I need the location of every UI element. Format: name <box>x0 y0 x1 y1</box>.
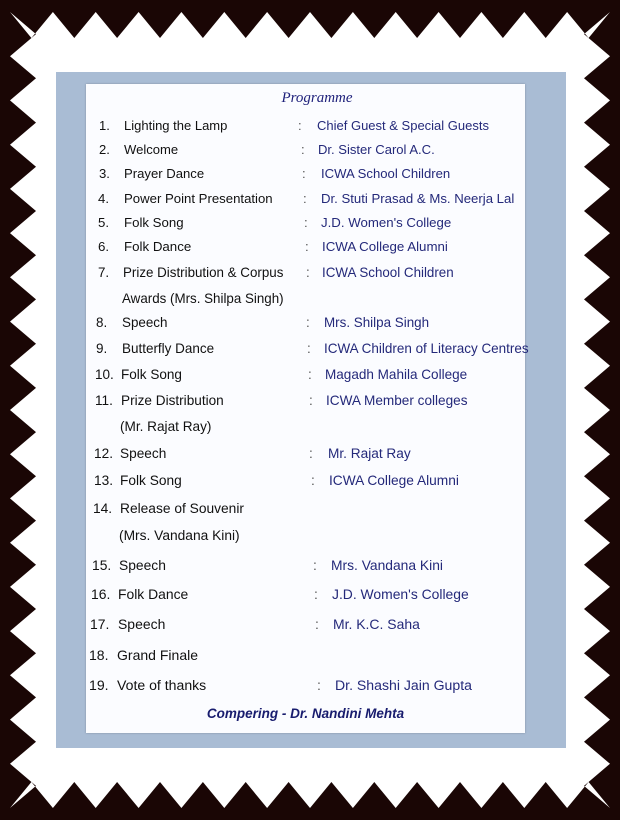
item-event: Welcome <box>124 142 179 157</box>
item-event: Speech <box>120 446 167 461</box>
item-performer: ICWA School Children <box>322 265 454 280</box>
item-number: 14. <box>93 501 113 516</box>
item-number: 3. <box>99 166 110 181</box>
item-event: Butterfly Dance <box>122 341 215 356</box>
item-number: 6. <box>98 239 110 254</box>
item-separator: : <box>317 677 321 693</box>
item-separator: : <box>307 341 311 356</box>
item-separator: : <box>309 393 313 408</box>
item-number: 19. <box>89 677 109 693</box>
programme-sheet <box>86 84 525 733</box>
item-event-line2: Awards (Mrs. Shilpa Singh) <box>122 291 284 306</box>
item-performer: Dr. Shashi Jain Gupta <box>335 677 472 693</box>
item-number: 11. <box>95 393 113 408</box>
item-number: 1. <box>99 118 110 133</box>
item-event: Folk Dance <box>118 586 189 602</box>
item-event: Folk Song <box>121 367 182 382</box>
item-event-line2: (Mrs. Vandana Kini) <box>119 528 240 543</box>
item-performer: J.D. Women's College <box>321 215 452 230</box>
item-separator: : <box>301 142 305 157</box>
item-performer: Dr. Sister Carol A.C. <box>318 142 435 157</box>
item-event: Power Point Presentation <box>124 191 273 206</box>
page-title: Programme <box>281 90 353 106</box>
item-event: Prayer Dance <box>124 166 205 181</box>
item-number: 4. <box>98 191 109 206</box>
item-number: 15. <box>92 557 112 573</box>
item-event: Folk Dance <box>124 239 192 254</box>
item-separator: : <box>311 473 315 488</box>
item-separator: : <box>304 215 308 230</box>
item-separator: : <box>315 616 319 632</box>
item-performer: Mr. Rajat Ray <box>328 446 411 461</box>
item-number: 16. <box>91 586 111 602</box>
compere-credit: Compering - Dr. Nandini Mehta <box>206 706 405 721</box>
item-performer: Magadh Mahila College <box>325 367 468 382</box>
item-separator: : <box>305 239 309 254</box>
item-event: Vote of thanks <box>117 677 207 693</box>
item-separator: : <box>298 118 302 133</box>
item-performer: ICWA College Alumni <box>322 239 448 254</box>
item-event: Prize Distribution & Corpus <box>123 265 284 280</box>
item-event: Release of Souvenir <box>120 501 244 516</box>
item-performer: ICWA School Children <box>321 166 451 181</box>
item-performer: Dr. Stuti Prasad & Ms. Neerja Lal <box>321 191 515 206</box>
item-number: 7. <box>98 265 110 280</box>
item-separator: : <box>308 367 312 382</box>
item-event: Prize Distribution <box>121 393 224 408</box>
item-performer: Chief Guest & Special Guests <box>317 118 489 133</box>
item-number: 17. <box>90 616 110 632</box>
item-event: Speech <box>119 557 166 573</box>
item-separator: : <box>314 586 318 602</box>
item-event: Lighting the Lamp <box>124 118 228 133</box>
item-performer: Mr. K.C. Saha <box>333 616 420 632</box>
item-number: 18. <box>89 647 109 663</box>
item-separator: : <box>303 191 307 206</box>
item-number: 9. <box>96 341 108 356</box>
item-number: 13. <box>94 473 114 488</box>
item-number: 8. <box>96 315 108 330</box>
item-event: Speech <box>122 315 168 330</box>
item-event: Folk Song <box>120 473 182 488</box>
item-separator: : <box>309 446 313 461</box>
item-event: Grand Finale <box>117 647 199 663</box>
item-event-line2: (Mr. Rajat Ray) <box>120 419 212 434</box>
item-number: 2. <box>99 142 110 157</box>
item-separator: : <box>306 315 310 330</box>
item-performer: Mrs. Shilpa Singh <box>324 315 430 330</box>
item-performer: J.D. Women's College <box>332 586 469 602</box>
item-performer: ICWA College Alumni <box>329 473 459 488</box>
item-event: Folk Song <box>124 215 184 230</box>
item-number: 5. <box>98 215 110 230</box>
item-number: 12. <box>94 446 113 461</box>
item-performer: Mrs. Vandana Kini <box>331 557 443 573</box>
item-event: Speech <box>118 616 166 632</box>
item-performer: ICWA Children of Literacy Centres <box>324 341 529 356</box>
item-performer: ICWA Member colleges <box>326 393 468 408</box>
item-number: 10. <box>95 367 114 382</box>
item-separator: : <box>313 557 317 573</box>
item-separator: : <box>306 265 310 280</box>
item-separator: : <box>302 166 306 181</box>
